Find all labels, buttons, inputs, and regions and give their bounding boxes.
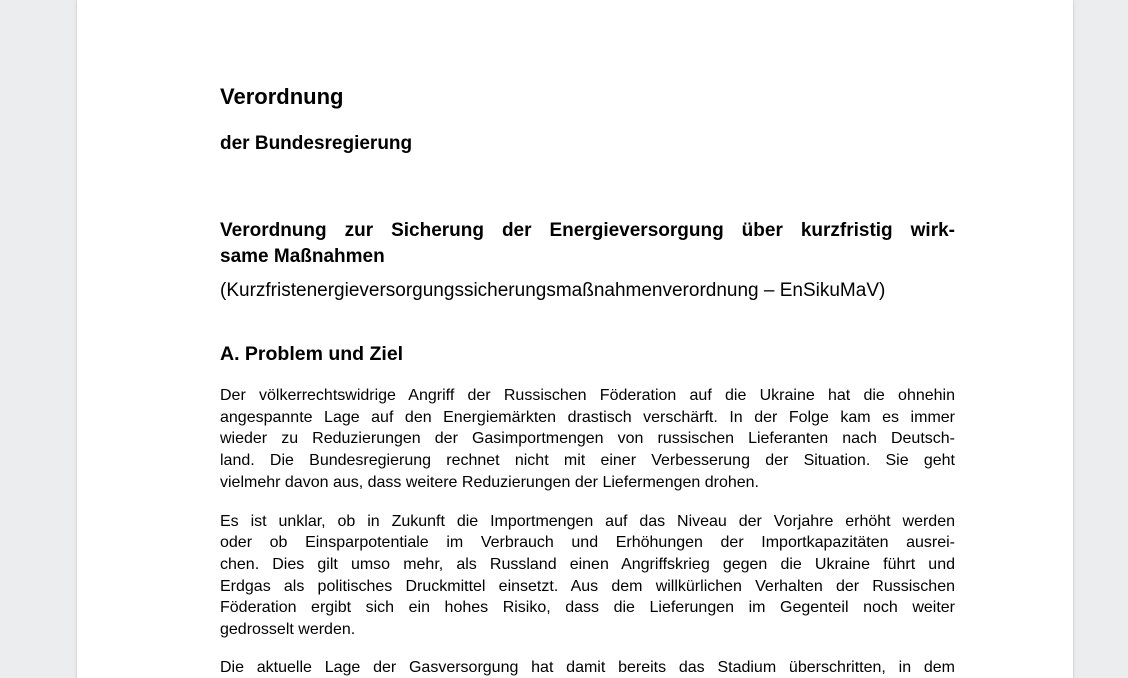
page-content [220, 0, 955, 678]
regulation-heading-line: Verordnung zur Sicherung der Energieversorgung über kurzfristig wirk- [220, 220, 955, 241]
document-issuer: der Bundesregierung [220, 133, 413, 154]
regulation-short-title: (Kurzfristenergieversorgungssicherungsmaßnahmenverordnung – EnSikuMaV) [220, 280, 886, 301]
document-page[interactable] [77, 0, 1073, 678]
text-line: Es ist unklar, ob in Zukunft die Importmengen auf das Niveau der Vorjahre erhöht werden [220, 512, 955, 530]
text-line: oder ob Einsparpotentiale im Verbrauch und Erhöhungen der Importkapazitäten ausrei- [220, 534, 955, 552]
document-title: Verordnung [220, 84, 344, 109]
text-line: angespannte Lage auf den Energiemärkten drastisch verschärft. In der Folge kam es immer [220, 408, 955, 426]
text-line: gedrosselt werden. [220, 621, 356, 639]
text-line: Die aktuelle Lage der Gasversorgung hat damit bereits das Stadium überschritten, in dem [220, 658, 955, 676]
paragraph-1 [220, 385, 955, 494]
section-a-heading: A. Problem und Ziel [220, 343, 404, 365]
text-line: Der völkerrechtswidrige Angriff der Russischen Föderation auf die Ukraine hat die ohnehin [220, 387, 955, 404]
text-line: land. Die Bundesregierung rechnet nicht mit einer Verbesserung der Situation. Sie geht [220, 452, 955, 470]
paragraph-3 [220, 657, 955, 678]
text-line: wieder zu Reduzierungen der Gasimportmengen von russischen Lieferanten nach Deutsch- [220, 430, 955, 448]
regulation-heading-line: same Maßnahmen [220, 246, 385, 267]
paragraph-2 [220, 511, 955, 641]
text-line: Föderation ergibt sich ein hohes Risiko, dass die Lieferungen im Gegenteil noch weiter [220, 599, 955, 617]
text-line: chen. Dies gilt umso mehr, als Russland einen Angriffskrieg gegen die Ukraine führt und [220, 555, 955, 573]
text-line: Erdgas als politisches Druckmittel einsetzt. Aus dem willkürlichen Verhalten der Russischen [220, 577, 955, 595]
text-line: vielmehr davon aus, dass weitere Reduzierungen der Liefermengen drohen. [220, 473, 759, 491]
regulation-heading [220, 218, 955, 270]
